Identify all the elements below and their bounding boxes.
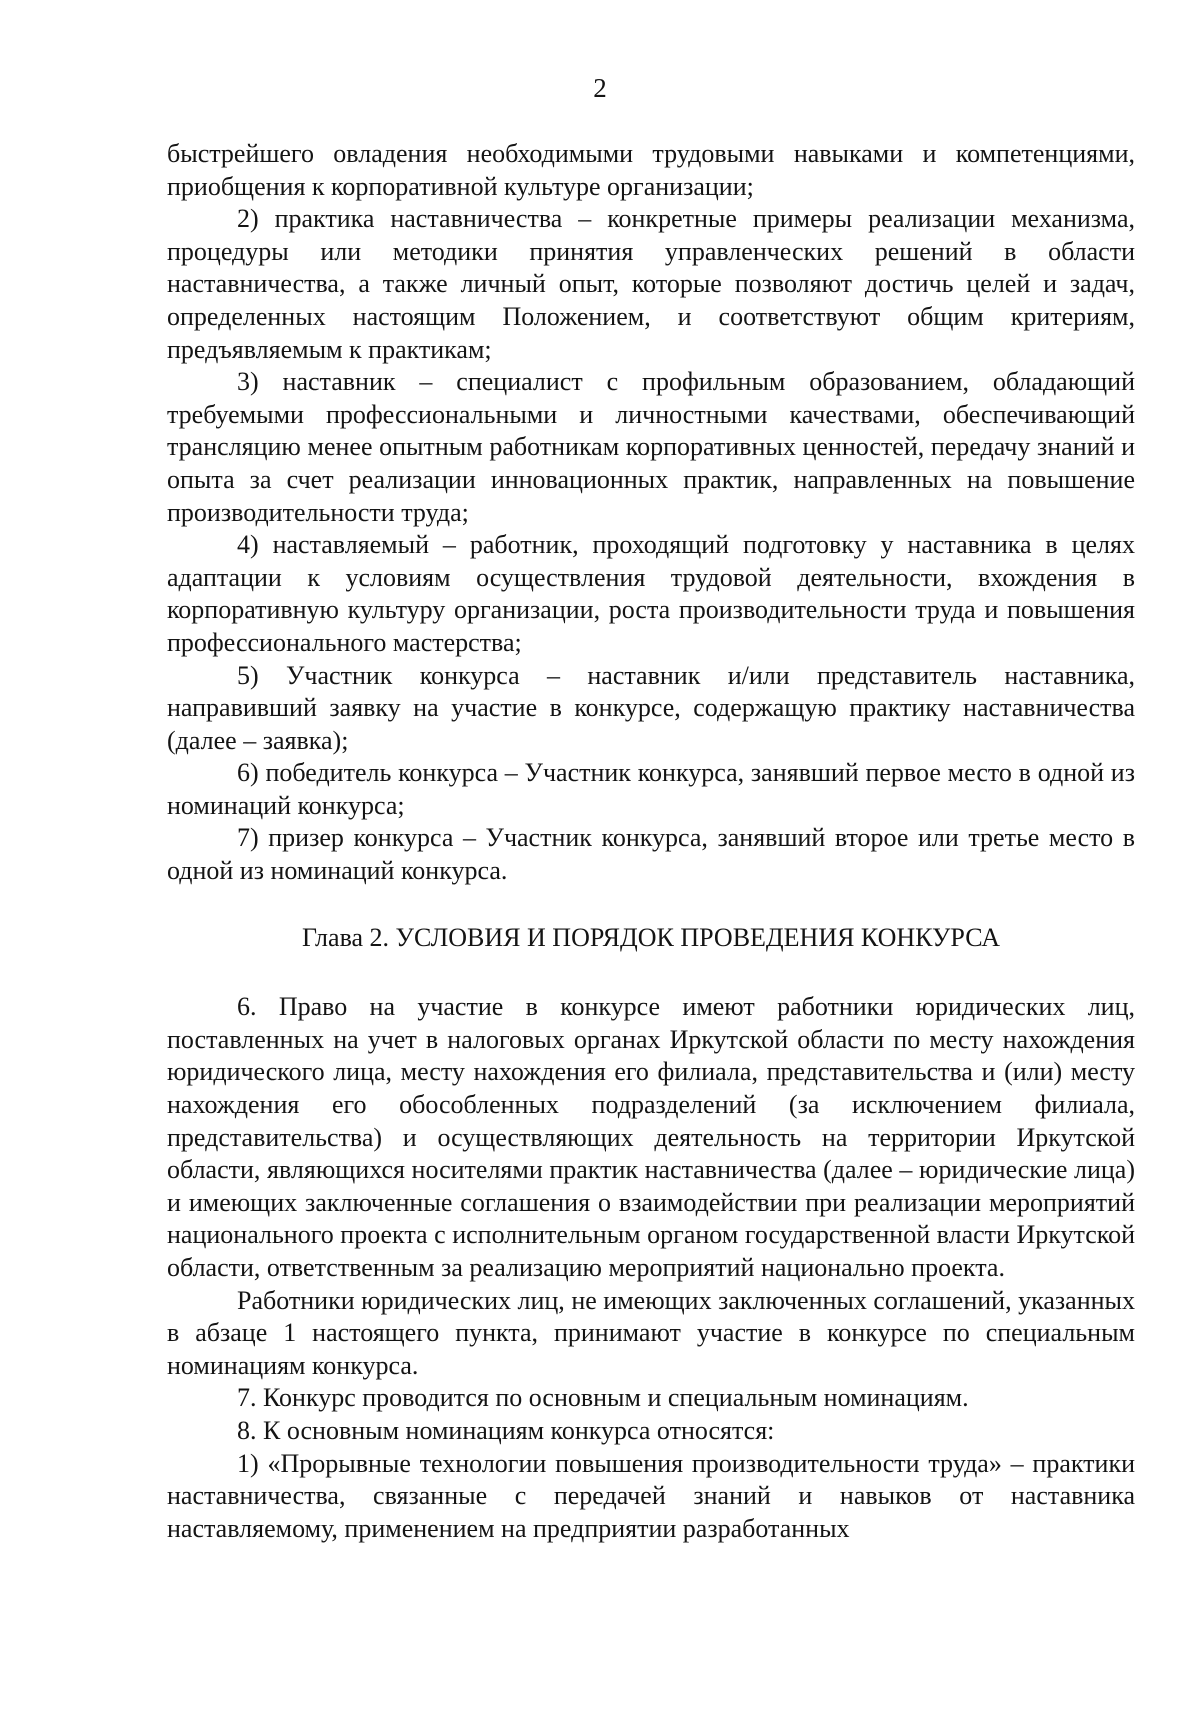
paragraph-clause-6: 6. Право на участие в конкурсе имеют работники юридических лиц, поставленных на учет в налоговых органах Иркутской области по месту нахождения юридического лица, месту нахождения его филиала, представительства и (или) месту нахождения его обособленных подразделений (за исключением филиала, представительства) и осуществляющих деятельность на территории Иркутской области, являющихся носителями практик наставничества (далее – юридические лица) и имеющих заключенные соглашения о взаимодействии при реализации мероприятий национального проекта с исполнительным органом государственной власти Иркутской области, ответственным за реализацию мероприятий национально проекта. <box>167 992 1135 1282</box>
paragraph-definition-7: 7) призер конкурса – Участник конкурса, занявший второе или третье место в одной из номинаций конкурса. <box>167 823 1135 886</box>
paragraph-clause-8: 8. К основным номинациям конкурса относятся: <box>237 1415 775 1445</box>
paragraph-continuation: быстрейшего овладения необходимыми трудовыми навыками и компетенциями, приобщения к корпоративной культуре организации; <box>167 139 1135 201</box>
paragraph-definition-5: 5) Участник конкурса – наставник и/или представитель наставника, направивший заявку на участие в конкурсе, содержащую практику наставничества (далее – заявка); <box>167 660 1135 755</box>
paragraph-clause-6-note: Работники юридических лиц, не имеющих заключенных соглашений, указанных в абзаце 1 настоящего пункта, принимают участие в конкурсе по специальным номинациям конкурса. <box>167 1285 1135 1380</box>
paragraph-definition-2: 2) практика наставничества – конкретные примеры реализации механизма, процедуры или методики принятия управленческих решений в области наставничества, а также личный опыт, которые позволяют достичь целей и задач, определенных настоящим Положением, и соответствуют общим критериям, предъявляемым к практикам; <box>167 204 1135 364</box>
paragraph-definition-4: 4) наставляемый – работник, проходящий подготовку у наставника в целях адаптации к условиям осуществления трудовой деятельности, вхождения в корпоративную культуру организации, роста производительности труда и повышения профессионального мастерства; <box>167 530 1135 657</box>
paragraph-definition-6: 6) победитель конкурса – Участник конкурса, занявший первое место в одной из номинаций конкурса; <box>167 758 1135 820</box>
document-body <box>167 138 1135 1545</box>
paragraph-definition-3: 3) наставник – специалист с профильным образованием, обладающий требуемыми профессиональными и личностными качествами, обеспечивающий трансляцию менее опытным работникам корпоративных ценностей, передачу знаний и опыта за счет реализации инновационных практик, направленных на повышение производительности труда; <box>167 367 1135 527</box>
paragraph-clause-7: 7. Конкурс проводится по основным и специальным номинациям. <box>237 1383 969 1413</box>
paragraph-clause-8-item-1: 1) «Прорывные технологии повышения производительности труда» – практики наставничества, связанные с передачей знаний и навыков от наставника наставляемому, применением на предприятии разработанных <box>167 1448 1135 1543</box>
page-number: 2 <box>593 73 607 103</box>
chapter-title: Глава 2. УСЛОВИЯ И ПОРЯДОК ПРОВЕДЕНИЯ КОНКУРСА <box>301 922 1001 952</box>
